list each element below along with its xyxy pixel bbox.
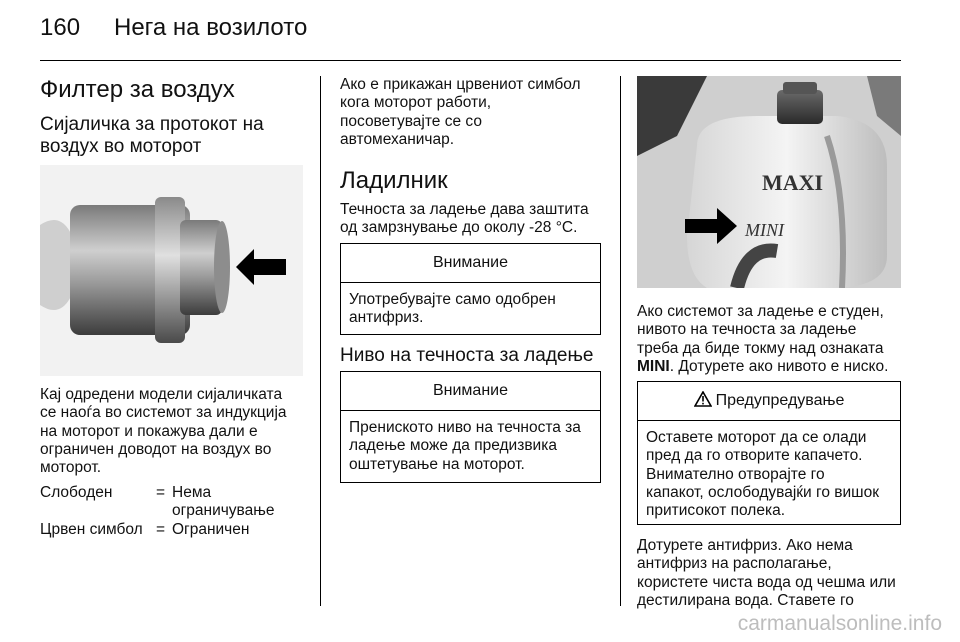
min-mark-bold: MINI — [637, 357, 670, 375]
radiator-text-line: Течноста за ладење дава заштита — [340, 201, 589, 219]
intro-line: кога моторот работи, — [340, 94, 492, 112]
notice-box-coolant-level — [340, 371, 601, 483]
refill-line: дестилирана вода. Ставете го — [637, 591, 854, 609]
warning-title: Предупредување — [715, 392, 845, 409]
refill-line: Дотурете антифриз. Ако нема — [637, 537, 853, 554]
middle-column — [340, 76, 605, 238]
spec-row-free — [40, 484, 310, 521]
spec-value: Нема — [172, 484, 212, 501]
warning-triangle-icon — [694, 384, 712, 422]
notice-line: Употребувајте само одобрен — [349, 291, 556, 308]
notice-line: Пренискoто ниво на течноста за — [349, 419, 581, 436]
left-paragraph — [40, 386, 310, 477]
page-header — [40, 14, 307, 42]
warning-line: притисокот полека. — [646, 502, 786, 520]
radiator-text-line: од замрзнување до околу -28 °C. — [340, 219, 578, 237]
refill-line: користете чиста вода од чешма или — [637, 573, 896, 591]
section-title-radiator: Ладилник — [340, 167, 448, 195]
left-paragraph-line: се наоѓа во системот за индукција — [40, 404, 287, 422]
warning-line: капакот, ослободувајќи го вишок — [646, 483, 879, 501]
header-rule — [40, 60, 901, 61]
coolant-level-paragraph — [637, 303, 901, 376]
subsection-title-coolant-level: Ниво на течноста за ладење — [340, 345, 594, 366]
coolant-level-line-last — [637, 358, 901, 376]
coolant-level-line: нивото на течноста за ладење — [637, 321, 857, 339]
refill-line: антифриз на располагање, — [637, 555, 832, 573]
spec-value: Ограничен — [172, 521, 250, 538]
spec-table — [40, 484, 310, 544]
warning-line: Внимателно отворајте го — [646, 465, 825, 483]
subsection-title-airflow: Сијаличка за протокот на воздух во моторот — [40, 114, 264, 157]
air-filter-indicator-figure — [40, 165, 303, 376]
warning-body — [638, 421, 900, 520]
notice-line: антифриз. — [349, 309, 424, 327]
section-title-air-filter: Филтер за воздух — [40, 76, 235, 103]
notice-body — [341, 283, 600, 328]
spec-value: ограничување — [172, 502, 275, 519]
left-paragraph-line: Кај одредени модели сијаличката — [40, 386, 283, 403]
left-paragraph-line: моторот. — [40, 459, 102, 477]
refill-paragraph — [637, 537, 901, 610]
warning-box — [637, 381, 901, 525]
intro-line: автомеханичар. — [340, 130, 455, 148]
page-number: 160 — [40, 14, 81, 41]
warning-line: пред да го отворите капачето. — [646, 447, 863, 465]
left-paragraph-line: ограничен доводот на воздух во — [40, 440, 272, 458]
left-paragraph-line: на моторот и покажува дали е — [40, 422, 258, 440]
warning-header — [638, 382, 900, 421]
air-filter-indicator-illustration — [40, 165, 303, 376]
intro-line: посоветувајте се со — [340, 112, 482, 130]
notice-line: оштетување на моторот. — [349, 455, 525, 473]
spec-label: Слободен — [40, 484, 113, 501]
warning-line: Оставете моторот да се олади — [646, 429, 867, 446]
coolant-level-line: Ако системот за ладење е студен, — [637, 303, 884, 320]
spec-separator: = — [156, 521, 166, 538]
coolant-reservoir-figure — [637, 76, 901, 288]
max-mark-label: MAXI — [762, 170, 824, 195]
coolant-level-tail: . Дотурете ако нивото е ниско. — [669, 357, 889, 375]
notice-title: Внимание — [341, 244, 600, 283]
intro-line: Ако е прикажан црвениот симбол — [340, 76, 581, 93]
spec-label: Црвен симбол — [40, 521, 143, 538]
coolant-level-line: треба да биде токму над ознаката — [637, 339, 884, 357]
left-column — [40, 76, 310, 158]
notice-box-antifreeze — [340, 243, 601, 335]
watermark: carmanualsonline.info — [737, 612, 942, 635]
notice-line: ладење може да предизвика — [349, 437, 557, 455]
notice-body — [341, 411, 600, 474]
spec-row-red-symbol — [40, 521, 310, 540]
spec-separator: = — [156, 484, 166, 501]
min-mark-label: MINI — [745, 220, 784, 240]
notice-title: Внимание — [341, 372, 600, 411]
chapter-title: Нега на возилото — [114, 14, 308, 41]
column-divider-left — [320, 76, 321, 606]
coolant-reservoir-illustration — [637, 76, 901, 288]
column-divider-right — [620, 76, 621, 606]
